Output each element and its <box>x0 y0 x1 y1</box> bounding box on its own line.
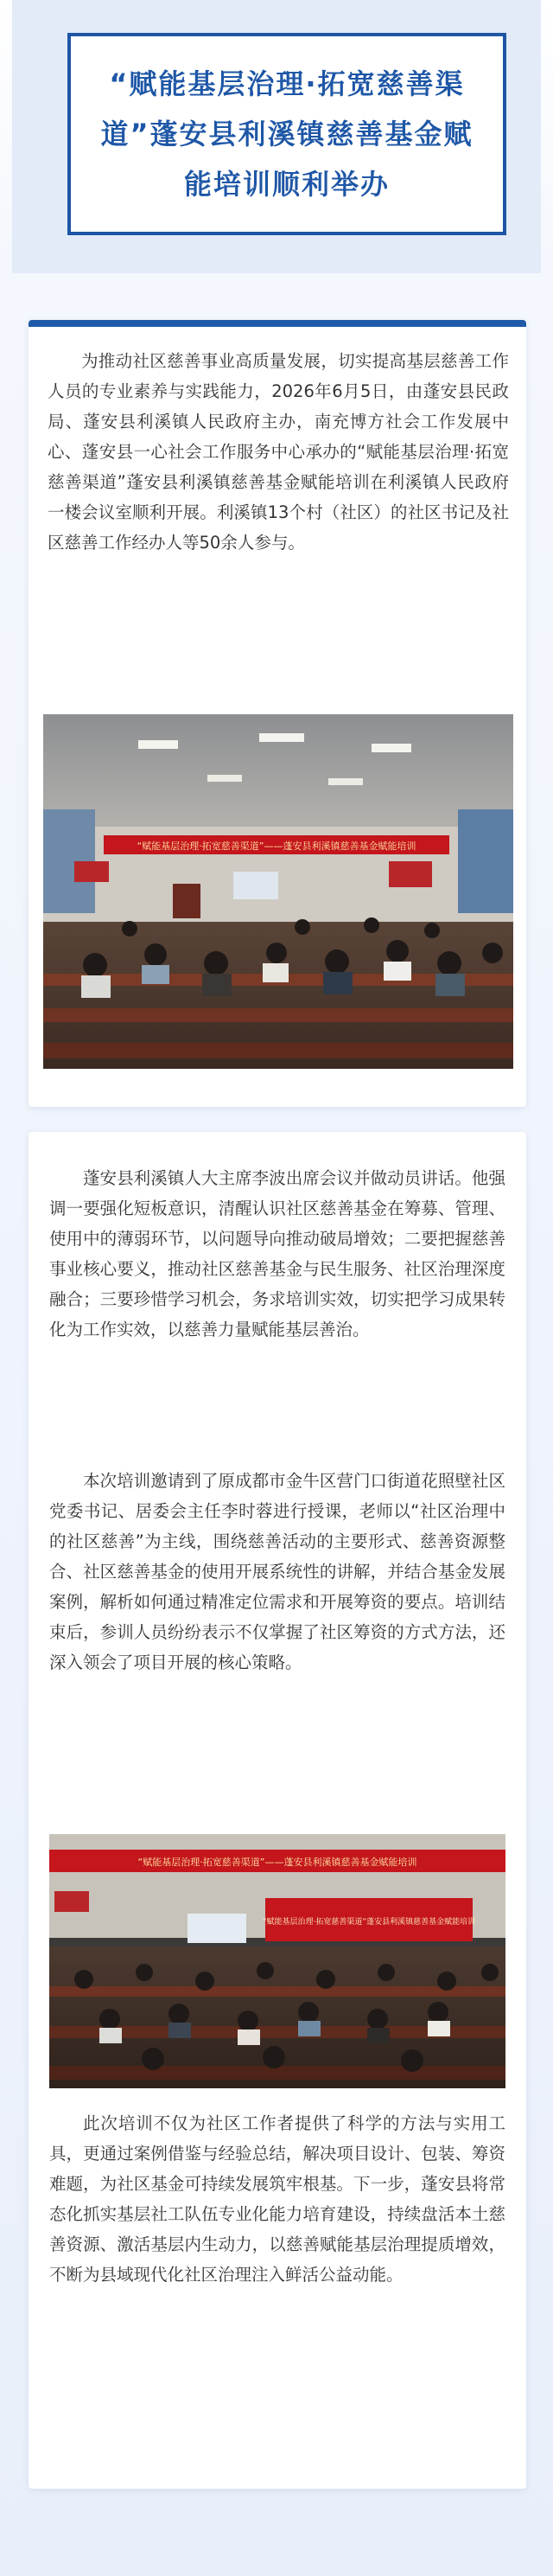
training-paragraph: 本次培训邀请到了原成都市金牛区营门口街道花照壁社区党委书记、居委会主任李时蓉进行授课，老师以“社区治理中的社区慈善”为主线，围绕慈善活动的主要形式、慈善资源整合、社区慈善基金的使用开展系统性的讲解，并结合基金发展案例，解析如何通过精准定位需求和开展筹资的要点。培训结束后，参训人员纷纷表示不仅掌握了社区筹资的方式方法，还深入领会了项目开展的核心策略。 <box>49 1471 505 1672</box>
title-frame <box>67 33 506 235</box>
section-card-details <box>29 1132 526 2489</box>
photo2-screen-text: “赋能基层治理·拓宽慈善渠道”蓬安县利溪镇慈善基金赋能培训 <box>262 1918 476 1927</box>
speech-paragraph: 蓬安县利溪镇人大主席李波出席会议并做动员讲话。他强调一要强化短板意识，清醒认识社区慈善基金在筹募、管理、使用中的薄弱环节，以问题导向推动破局增效；二要把握慈善事业核心要义，推动社区慈善基金与民生服务、社区治理深度融合；三要珍惜学习机会，务求培训实效，切实把学习成果转化为工作实效，以慈善力量赋能基层善治。 <box>49 1168 505 1339</box>
intro-paragraph: 为推动社区慈善事业高质量发展，切实提高基层慈善工作人员的专业素养与实践能力，2026年6月5日，由蓬安县民政局、蓬安县利溪镇人民政府主办，南充博方社会工作发展中心、蓬安县一心社会工作服务中心承办的“赋能基层治理·拓宽慈善渠道”蓬安县利溪镇慈善基金赋能培训在利溪镇人民政府一楼会议室顺利开展。利溪镇13个村（社区）的社区书记及社区慈善工作经办人等50余人参与。 <box>48 351 509 553</box>
photo1-banner-text: “赋能基层治理·拓宽慈善渠道”——蓬安县利溪镇慈善基金赋能培训 <box>137 841 416 852</box>
speech-paragraph-group <box>49 1163 505 1375</box>
photo2-banner-text: “赋能基层治理·拓宽慈善渠道”——蓬安县利溪镇慈善基金赋能培训 <box>137 1857 417 1868</box>
title-banner <box>12 0 541 273</box>
meeting-room-photo <box>43 714 513 1069</box>
section-card-intro <box>29 320 526 1107</box>
closing-paragraph: 此次培训不仅为社区工作者提供了科学的方法与实用工具，更通过案例借鉴与经验总结，解决项目设计、包装、筹资难题，为社区基金可持续发展筑牢根基。下一步，蓬安县将常态化抓实基层社工队伍专业化能力培育建设，持续盘活本土慈善资源、激活基层内生动力，以慈善赋能基层治理提质增效，不断为县域现代化社区治理注入鲜活公益动能。 <box>49 2113 505 2285</box>
page-title: “赋能基层治理·拓宽慈善渠道”蓬安县利溪镇慈善基金赋能培训顺利举办 <box>100 67 474 201</box>
training-session-photo <box>49 1834 505 2088</box>
